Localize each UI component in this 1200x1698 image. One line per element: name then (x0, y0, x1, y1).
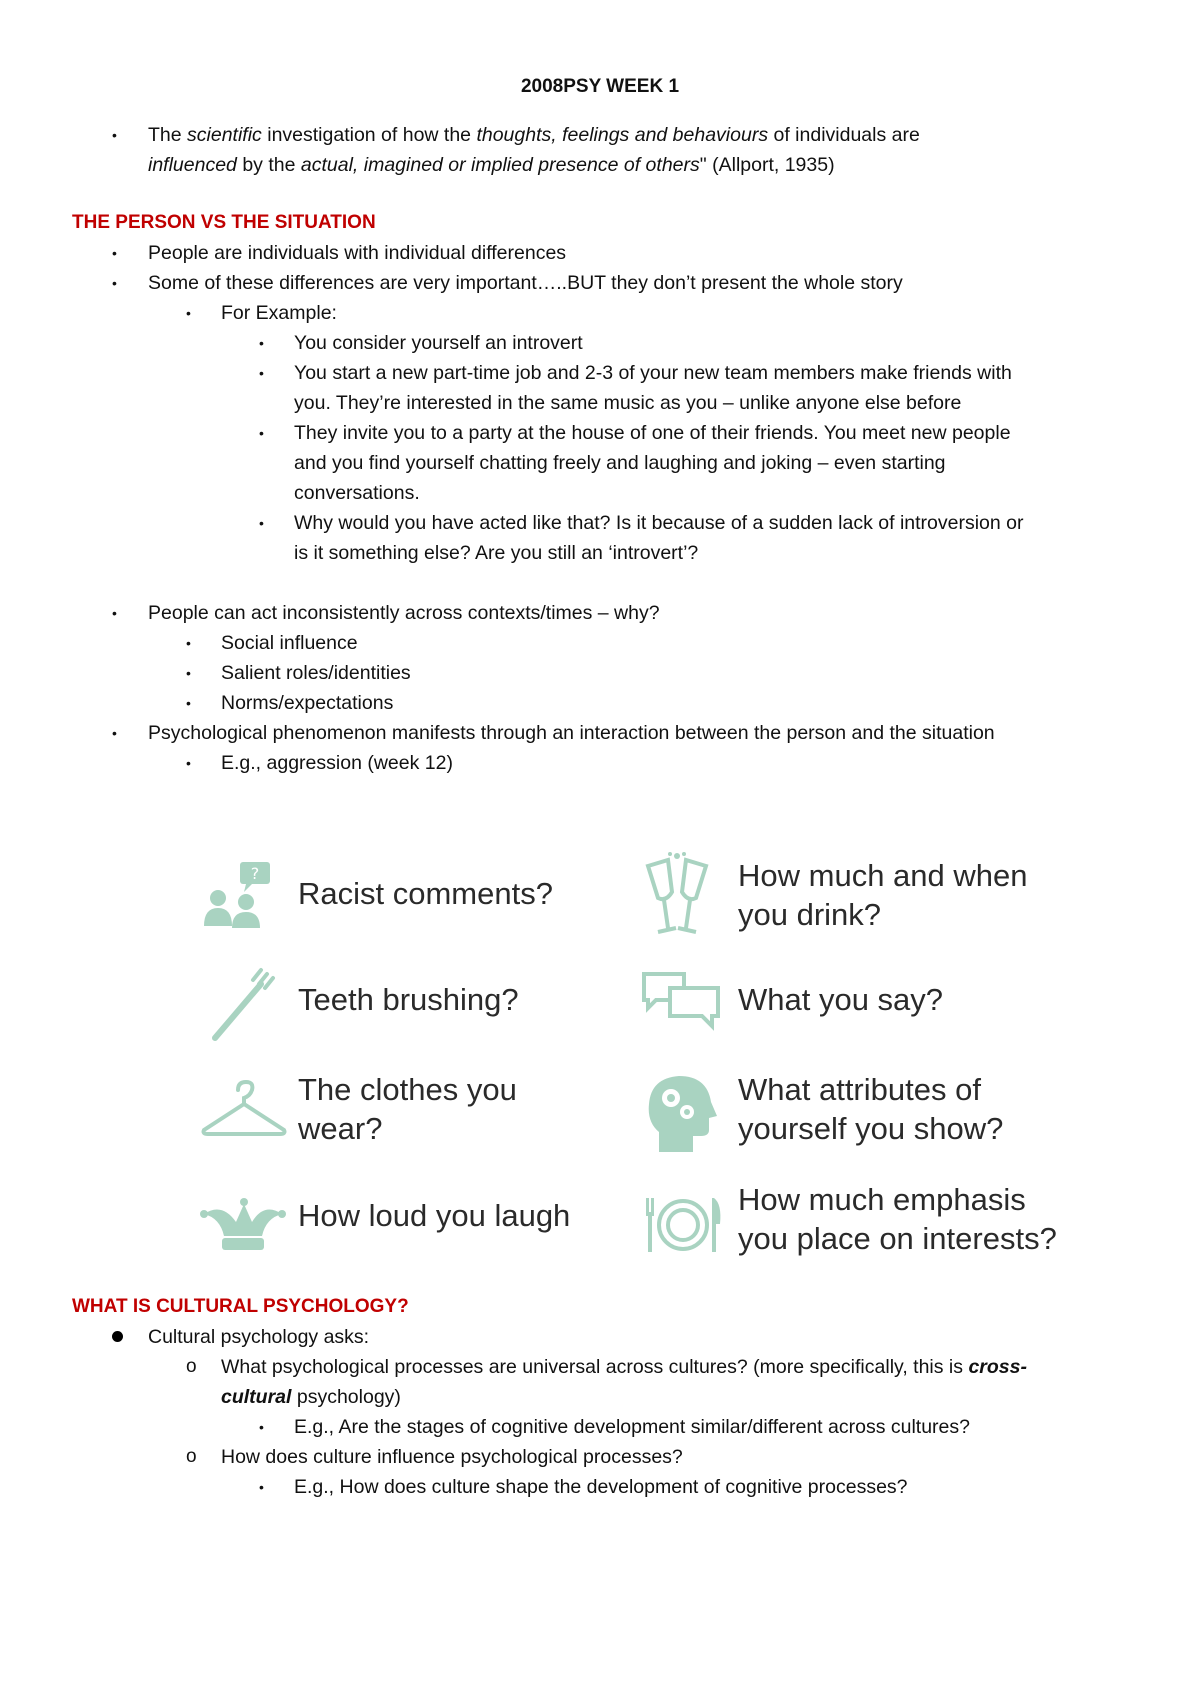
list-item: Social influence (221, 632, 358, 654)
bullet: • (112, 725, 117, 741)
list-item: How does culture influence psychological processes? (221, 1446, 683, 1468)
list-item: Why would you have acted like that? Is it because of a sudden lack of introversion or (294, 512, 1024, 534)
tile-label: How much emphasis (738, 1182, 1026, 1217)
list-item: Some of these differences are very important…..BUT they don’t present the whole story (148, 272, 903, 294)
list-item: Cultural psychology asks: (148, 1326, 370, 1348)
list-item-continued: cultural psychology) (221, 1386, 401, 1408)
bullet: • (186, 695, 191, 711)
tile-label: you place on interests? (738, 1221, 1057, 1256)
tile-label: What attributes of (738, 1072, 981, 1107)
bullet: • (186, 305, 191, 321)
bullet: • (259, 1419, 264, 1435)
section-heading-person-vs-situation: THE PERSON VS THE SITUATION (72, 212, 376, 233)
jester-hat-icon (200, 1196, 286, 1254)
hanger-icon (200, 1078, 288, 1140)
bullet: • (112, 275, 117, 291)
list-item: You start a new part-time job and 2-3 of your new team members make friends with (294, 362, 1012, 384)
list-item-continued: is it something else? Are you still an ‘introvert’? (294, 542, 699, 564)
bullet: • (112, 245, 117, 261)
tile-label: yourself you show? (738, 1111, 1004, 1146)
list-item-continued: you. They’re interested in the same music as you – unlike anyone else before (294, 392, 962, 414)
plate-cutlery-icon (640, 1194, 726, 1256)
list-item-continued: and you find yourself chatting freely and laughing and joking – even starting (294, 452, 946, 474)
list-item: What psychological processes are universal across cultures? (more specifically, this is cross- (221, 1356, 1027, 1378)
list-item: People are individuals with individual differences (148, 242, 567, 264)
tile-label: Teeth brushing? (298, 982, 519, 1017)
list-item: They invite you to a party at the house of one of their friends. You meet new people (294, 422, 1011, 444)
head-gears-icon (645, 1072, 717, 1154)
list-item: E.g., aggression (week 12) (221, 752, 453, 774)
tile-label: Racist comments? (298, 876, 553, 911)
list-item: E.g., Are the stages of cognitive development similar/different across cultures? (294, 1416, 970, 1438)
svg-text:?: ? (250, 864, 260, 883)
bullet: • (259, 1479, 264, 1495)
champagne-glasses-icon (642, 852, 712, 938)
tile-label: you drink? (738, 897, 882, 932)
people-chat-icon (202, 860, 274, 932)
section-heading-cultural-psychology: WHAT IS CULTURAL PSYCHOLOGY? (72, 1296, 409, 1317)
bullet: • (259, 365, 264, 381)
list-item: You consider yourself an introvert (294, 332, 583, 354)
list-item: Psychological phenomenon manifests through an interaction between the person and the situation (148, 722, 995, 744)
speech-bubbles-icon (640, 970, 722, 1032)
tile-label: wear? (298, 1111, 383, 1146)
list-item: Norms/expectations (221, 692, 394, 714)
bullet: • (186, 755, 191, 771)
intro-line-2: influenced by the actual, imagined or implied presence of others" (Allport, 1935) (148, 154, 835, 176)
circle-bullet: o (186, 1356, 197, 1377)
filled-bullet (112, 1331, 123, 1342)
tile-label: How much and when (738, 858, 1028, 893)
intro-line-1: The scientific investigation of how the thoughts, feelings and behaviours of individuals are (148, 124, 920, 146)
bullet: • (259, 425, 264, 441)
list-item: Salient roles/identities (221, 662, 411, 684)
bullet: • (259, 515, 264, 531)
list-item: For Example: (221, 302, 337, 324)
list-item: E.g., How does culture shape the development of cognitive processes? (294, 1476, 908, 1498)
tile-label: The clothes you (298, 1072, 517, 1107)
bullet: • (112, 127, 117, 143)
bullet: • (186, 635, 191, 651)
page-title: 2008PSY WEEK 1 (520, 76, 680, 97)
list-item: People can act inconsistently across contexts/times – why? (148, 602, 660, 624)
bullet: • (112, 605, 117, 621)
tile-label: How loud you laugh (298, 1198, 571, 1233)
list-item-continued: conversations. (294, 482, 420, 504)
circle-bullet: o (186, 1446, 197, 1467)
toothbrush-icon (205, 966, 279, 1044)
bullet: • (259, 335, 264, 351)
tile-label: What you say? (738, 982, 944, 1017)
bullet: • (186, 665, 191, 681)
